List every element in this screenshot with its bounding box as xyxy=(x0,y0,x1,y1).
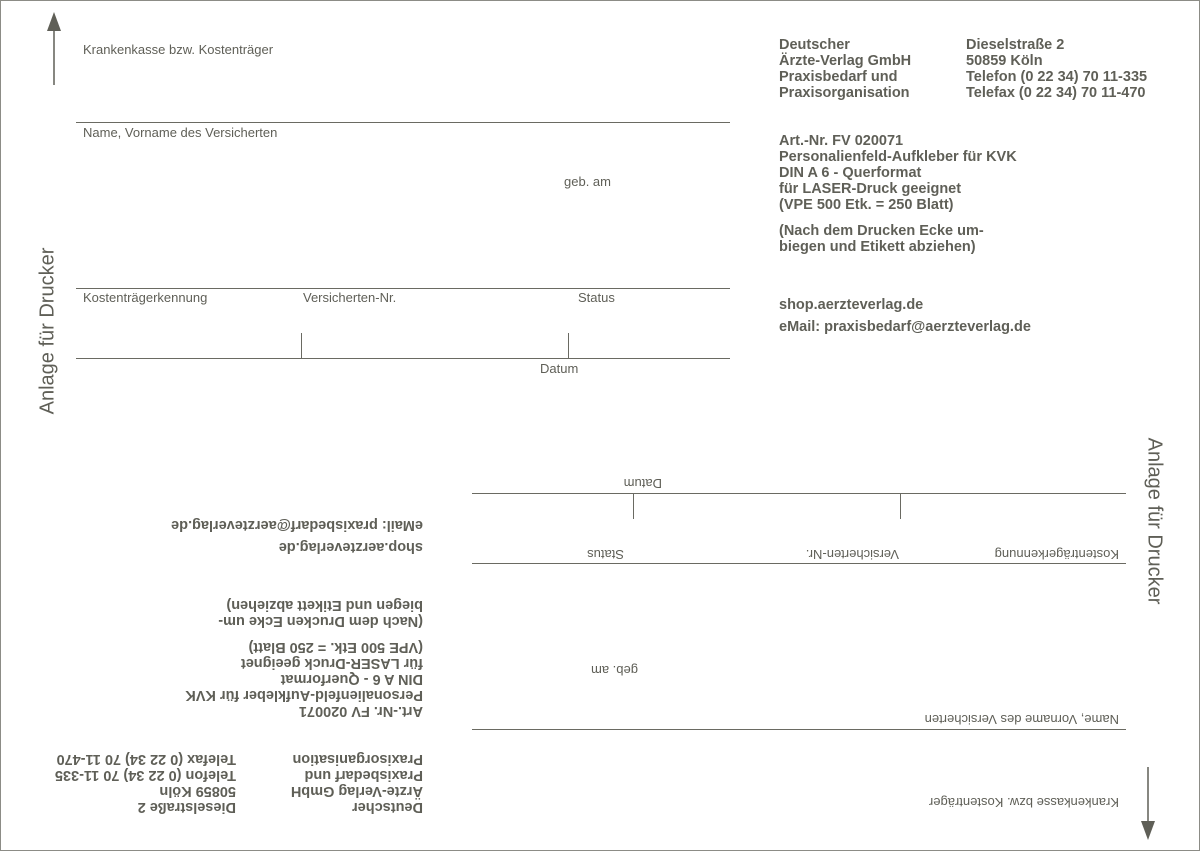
divider-line xyxy=(472,493,1126,494)
arrow-down-icon xyxy=(1137,766,1159,841)
printer-label: Anlage für Drucker xyxy=(36,247,59,415)
kostentraeger-label: Kostenträgerkennung xyxy=(994,547,1119,562)
lower-half-rotated xyxy=(3,2,1200,851)
datum-label: Datum xyxy=(623,476,662,491)
publisher-address: Dieselstraße 2 50859 Köln Telefon (0 22 34) 70 11-335 Telefax (0 22 34) 70 11-470 xyxy=(966,37,1148,101)
datum-label: Datum xyxy=(540,361,579,376)
product-info: Art.-Nr. FV 020071 Personalienfeld-Aufkleber für KVK DIN A 6 - Querformat für LASER-Druck geeignet (VPE 500 Etk. = 250 Blatt) xyxy=(779,133,1017,213)
kostentraeger-label: Kostenträgerkennung xyxy=(83,290,208,305)
geb-label: geb. am xyxy=(564,174,611,189)
shop-url: shop.aerzteverlag.de xyxy=(779,297,924,313)
name-label: Name, Vorname des Versicherten xyxy=(924,712,1119,727)
printer-label: Anlage für Drucker xyxy=(1143,437,1166,605)
publisher-address: Dieselstraße 2 50859 Köln Telefon (0 22 34) 70 11-335 Telefax (0 22 34) 70 11-470 xyxy=(54,751,236,815)
divider-line xyxy=(472,729,1126,730)
krankenkasse-label: Krankenkasse bzw. Kostenträger xyxy=(83,42,274,57)
publisher-name: Deutscher Ärzte-Verlag GmbH Praxisbedarf und Praxisorganisation xyxy=(779,37,912,101)
versicherten-label: Versicherten-Nr. xyxy=(303,290,397,305)
email-address: eMail: praxisbedarf@aerzteverlag.de xyxy=(779,319,1031,335)
status-label: Status xyxy=(578,290,615,305)
field-separator xyxy=(633,494,634,519)
publisher-name: Deutscher Ärzte-Verlag GmbH Praxisbedarf und Praxisorganisation xyxy=(290,751,423,815)
email-address: eMail: praxisbedarf@aerzteverlag.de xyxy=(171,517,423,533)
versicherten-label: Versicherten-Nr. xyxy=(805,547,899,562)
product-note: (Nach dem Drucken Ecke um- biegen und Etikett abziehen) xyxy=(218,597,423,629)
divider-line xyxy=(472,563,1126,564)
product-note: (Nach dem Drucken Ecke um- biegen und Etikett abziehen) xyxy=(779,223,984,255)
krankenkasse-label: Krankenkasse bzw. Kostenträger xyxy=(928,795,1119,810)
status-label: Status xyxy=(587,547,624,562)
shop-url: shop.aerzteverlag.de xyxy=(278,539,423,555)
name-label: Name, Vorname des Versicherten xyxy=(83,125,278,140)
product-info: Art.-Nr. FV 020071 Personalienfeld-Aufkleber für KVK DIN A 6 - Querformat für LASER-Druck geeignet (VPE 500 Etk. = 250 Blatt) xyxy=(185,639,423,719)
geb-label: geb. am xyxy=(591,663,638,678)
field-separator xyxy=(900,494,901,519)
